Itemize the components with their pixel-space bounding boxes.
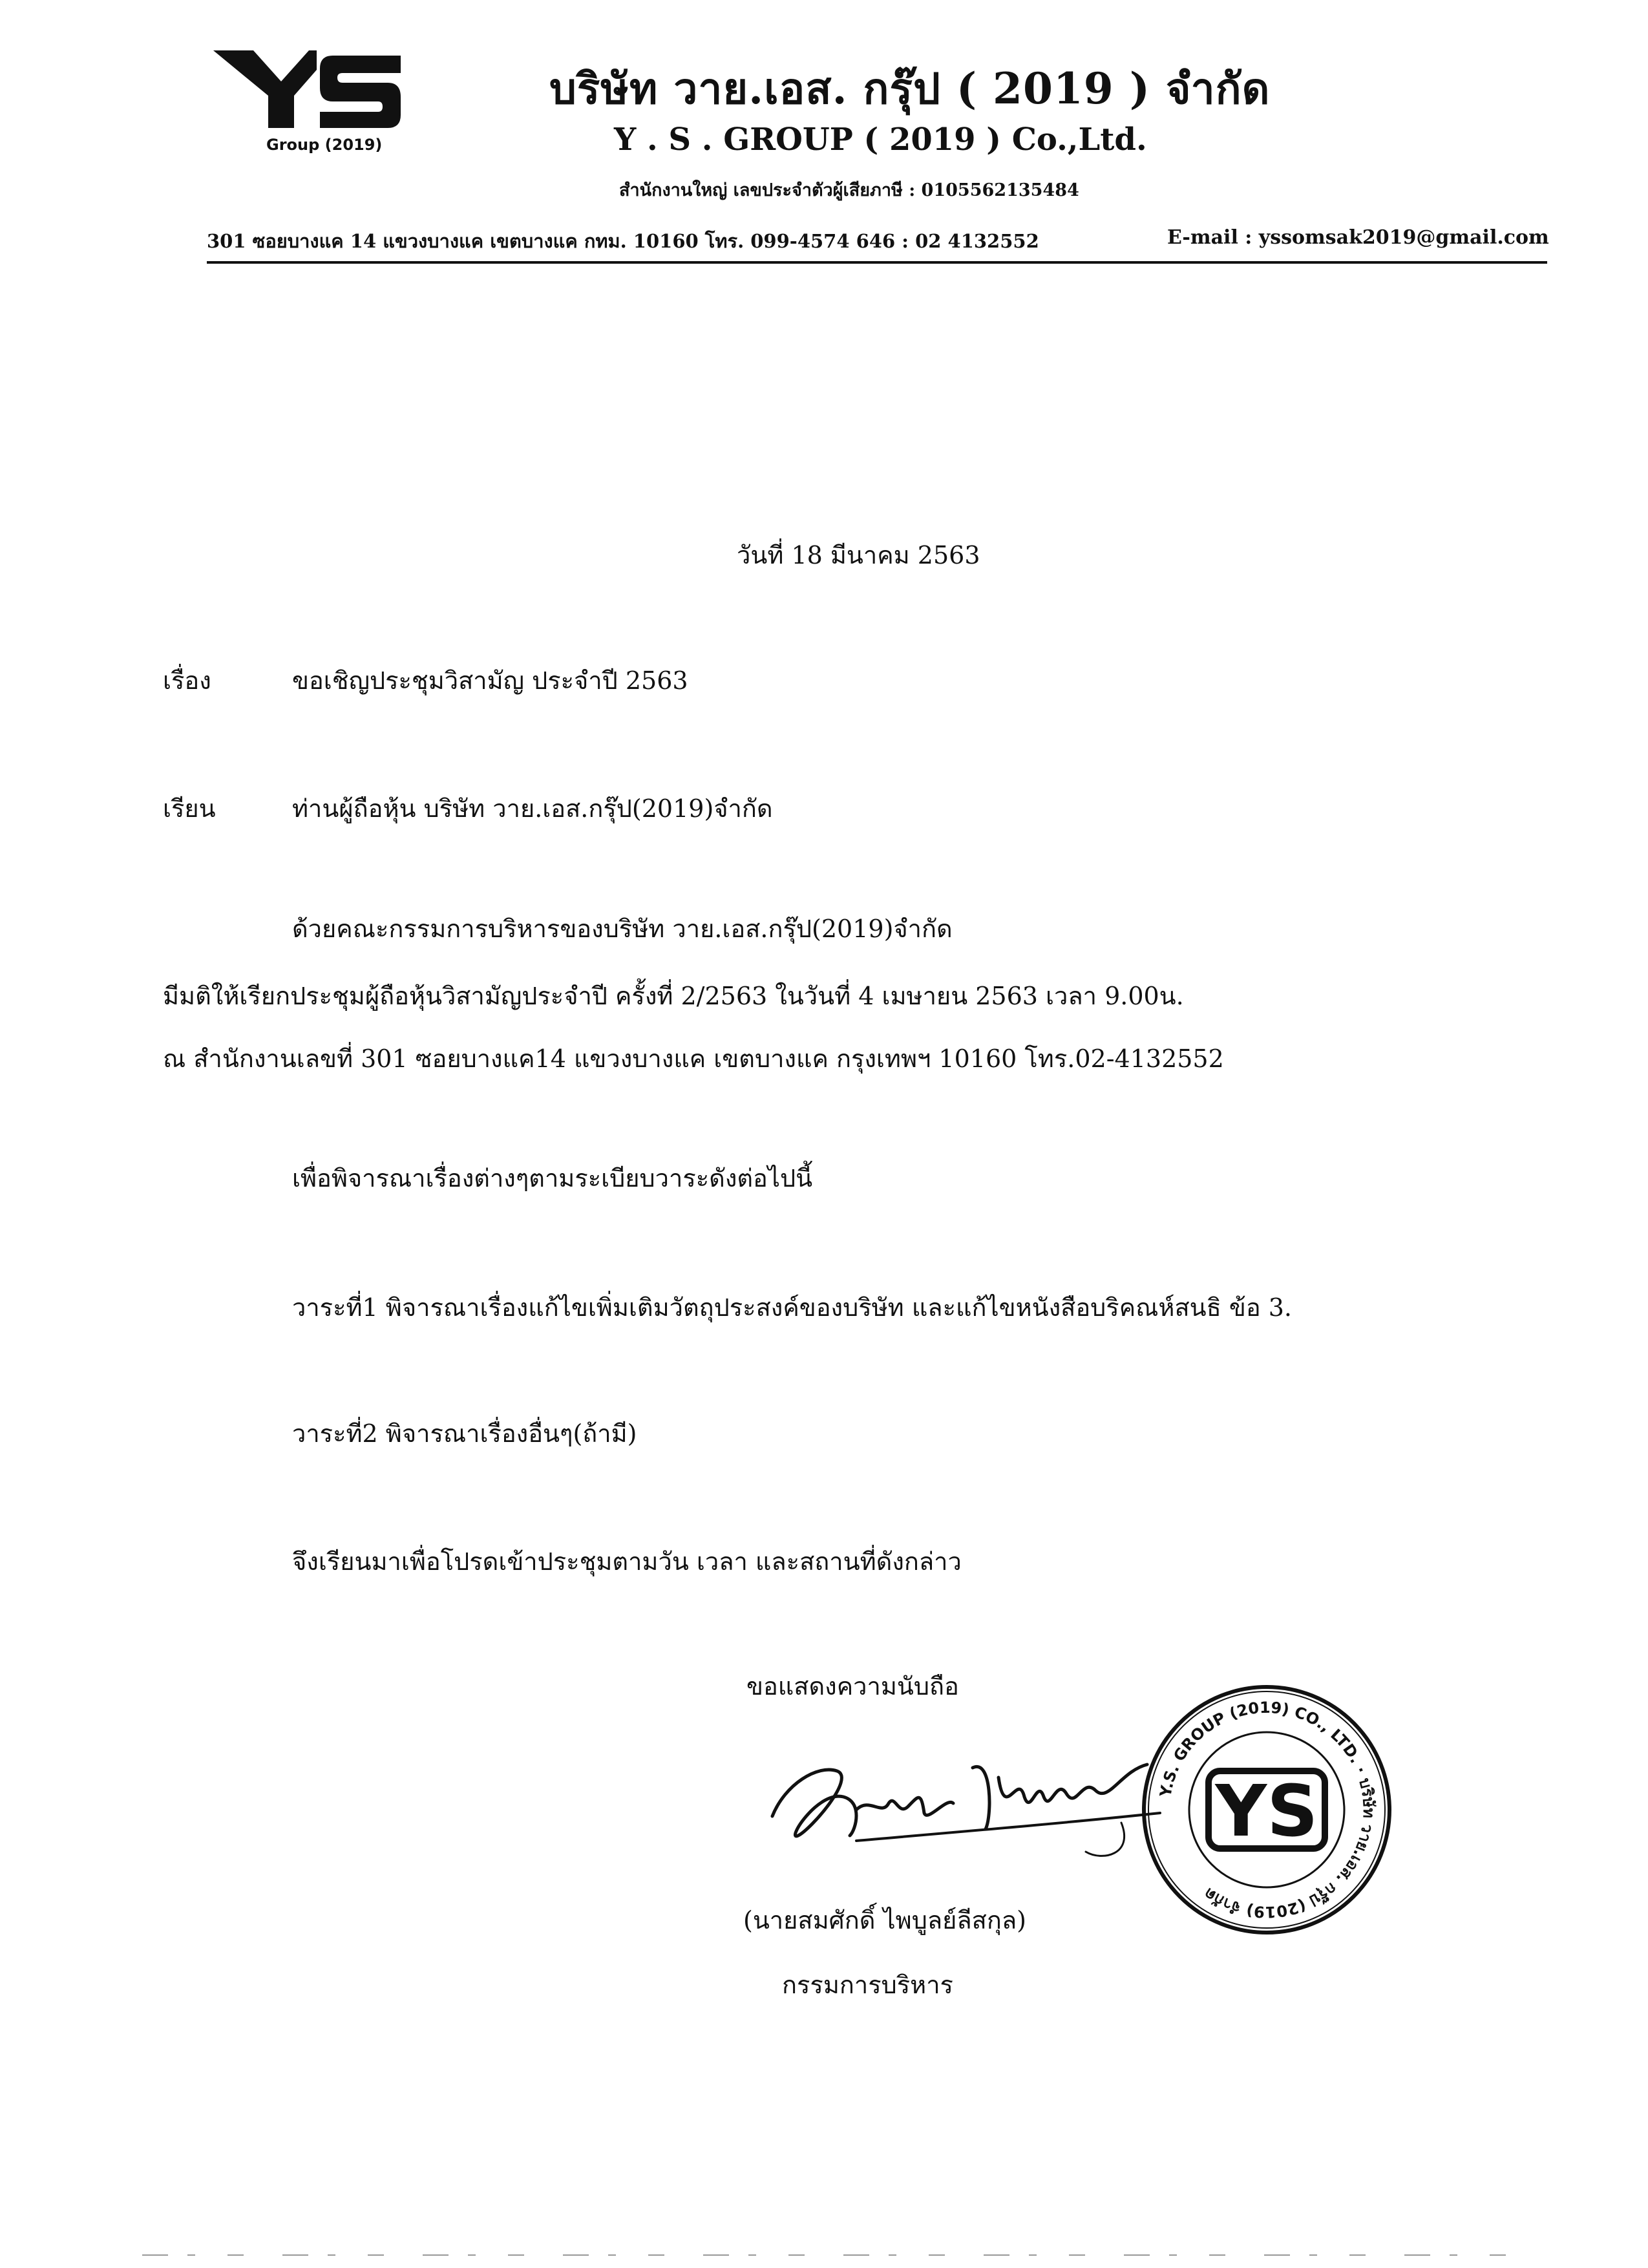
seal-ring-text: Y.S. GROUP (2019) CO., LTD. · บริษัท วาย.เอส. กรุ๊ป (2019) จำกัด (1156, 1698, 1379, 1922)
subject-text: ขอเชิญประชุมวิสามัญ ประจำปี 2563 (292, 666, 688, 695)
head-office-tax-id: สำนักงานใหญ่ เลขประจำตัวผู้เสียภาษี : 0105562135484 (619, 180, 1079, 200)
signature-icon (759, 1732, 1173, 1861)
paragraph-line: ณ สำนักงานเลขที่ 301 ซอยบางแค14 แขวงบางแค เขตบางแค กรุงเทพฯ 10160 โทร.02-4132552 (163, 1044, 1224, 1073)
signer-name: (นายสมศักดิ์ ไพบูลย์ลีสกุล) (743, 1906, 1026, 1934)
agenda-item: วาระที่1 พิจารณาเรื่องแก้ไขเพิ่มเติมวัตถุประสงค์ของบริษัท และแก้ไขหนังสือบริคณห์สนธิ ข้อ 3. (292, 1293, 1293, 1322)
logo-tagline: Group (2019) (266, 136, 383, 154)
recipient-label: เรียน (163, 794, 216, 823)
seal-center-text: YS (1215, 1770, 1318, 1852)
company-address: 301 ซอยบางแค 14 แขวงบางแค เขตบางแค กทม. 10160 โทร. 099-4574 646 : 02 4132552 (207, 230, 1039, 252)
closing-sentence: จึงเรียนมาเพื่อโปรดเข้าประชุมตามวัน เวลา และสถานที่ดังกล่าว (292, 1547, 962, 1576)
paragraph-line: มีมติให้เรียกประชุมผู้ถือหุ้นวิสามัญประจำปี ครั้งที่ 2/2563 ในวันที่ 4 เมษายน 2563 เวลา 9.00น. (163, 982, 1184, 1010)
company-name-thai: บริษัท วาย.เอส. กรุ๊ป ( 2019 ) จำกัด (549, 63, 1271, 114)
header-divider (207, 261, 1547, 264)
company-name-english: Y . S . GROUP ( 2019 ) Co.,Ltd. (614, 122, 1147, 158)
agenda-intro: เพื่อพิจารณาเรื่องต่างๆตามระเบียบวาระดังต่อไปนี้ (292, 1164, 813, 1192)
scan-edge-noise (142, 2253, 1532, 2257)
regards: ขอแสดงความนับถือ (746, 1672, 959, 1701)
signer-title: กรรมการบริหาร (782, 1971, 953, 1999)
paragraph-line: ด้วยคณะกรรมการบริหารของบริษัท วาย.เอส.กรุ๊ป(2019)จำกัด (292, 915, 953, 943)
company-email: E-mail : yssomsak2019@gmail.com (1167, 226, 1549, 249)
subject-label: เรื่อง (163, 666, 211, 695)
letter-date: วันที่ 18 มีนาคม 2563 (737, 541, 980, 569)
agenda-item: วาระที่2 พิจารณาเรื่องอื่นๆ(ถ้ามี) (292, 1419, 637, 1448)
company-seal-icon (1137, 1680, 1396, 1939)
recipient-text: ท่านผู้ถือหุ้น บริษัท วาย.เอส.กรุ๊ป(2019)จำกัด (292, 794, 773, 823)
